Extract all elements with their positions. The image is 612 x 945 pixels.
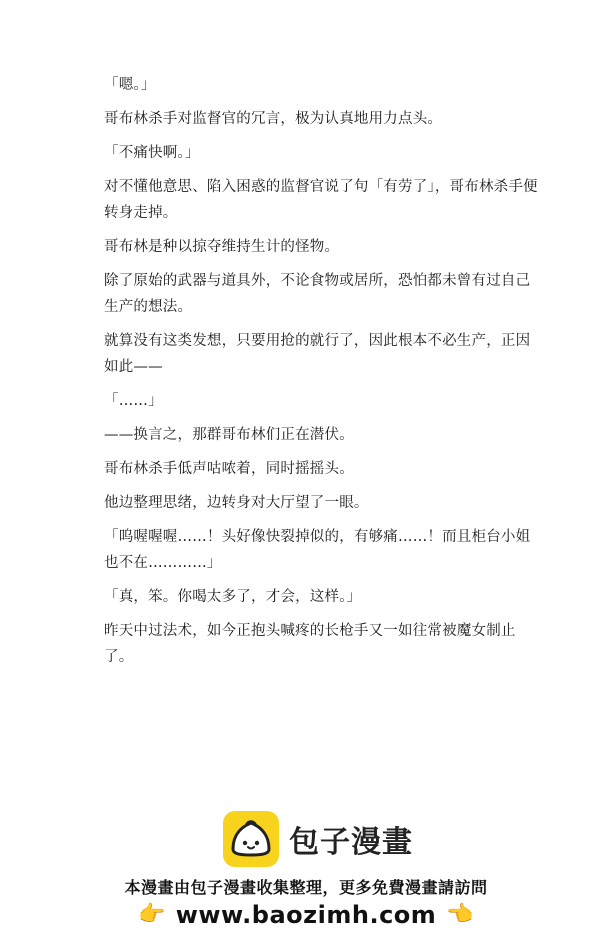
bun-mascot-icon: [223, 811, 279, 867]
site-url-link[interactable]: www.baozimh.com: [175, 901, 437, 929]
paragraph-3: 「不痛快啊。」: [104, 145, 200, 161]
paragraph-1: 「嗯。」: [104, 77, 156, 93]
footer-watermark: [0, 805, 612, 945]
paragraph-14: 昨天中过法术，如今正抱头喊疼的长枪手又一如往常被魔女制止了。: [104, 623, 516, 665]
url-row[interactable]: [0, 901, 612, 929]
brand-row[interactable]: [223, 809, 413, 869]
brand-name: 包子漫畫: [289, 825, 413, 860]
pointing-left-hand-icon: 👈: [446, 902, 474, 927]
paragraph-6: 除了原始的武器与道具外，不论食物或居所，恐怕都未曾有过自己生产的想法。: [104, 273, 531, 315]
paragraph-7: 就算没有这类发想，只要用抢的就行了，因此根本不必生产，正因如此——: [104, 333, 531, 375]
paragraph-13: 「真，笨。你喝太多了，才会，这样。」: [104, 589, 362, 605]
novel-text-body: [104, 72, 544, 678]
paragraph-8: 「……」: [104, 393, 163, 409]
paragraph-11: 他边整理思绪，边转身对大厅望了一眼。: [104, 495, 369, 511]
paragraph-10: 哥布林杀手低声咕哝着，同时摇摇头。: [104, 461, 354, 477]
pointing-right-hand-icon: 👉: [138, 902, 166, 927]
paragraph-4: 对不懂他意思、陷入困惑的监督官说了句「有劳了」，哥布林杀手便转身走掉。: [104, 179, 538, 221]
paragraph-2: 哥布林杀手对监督官的冗言，极为认真地用力点头。: [104, 111, 443, 127]
paragraph-12: 「呜喔喔喔……！头好像快裂掉似的，有够痛……！而且柜台小姐也不在…………」: [104, 529, 531, 571]
footer-tagline: 本漫畫由包子漫畫收集整理，更多免費漫畫請訪問: [124, 878, 488, 897]
paragraph-9: ——换言之，那群哥布林们正在潜伏。: [104, 427, 354, 443]
paragraph-5: 哥布林是种以掠夺维持生计的怪物。: [104, 239, 340, 255]
